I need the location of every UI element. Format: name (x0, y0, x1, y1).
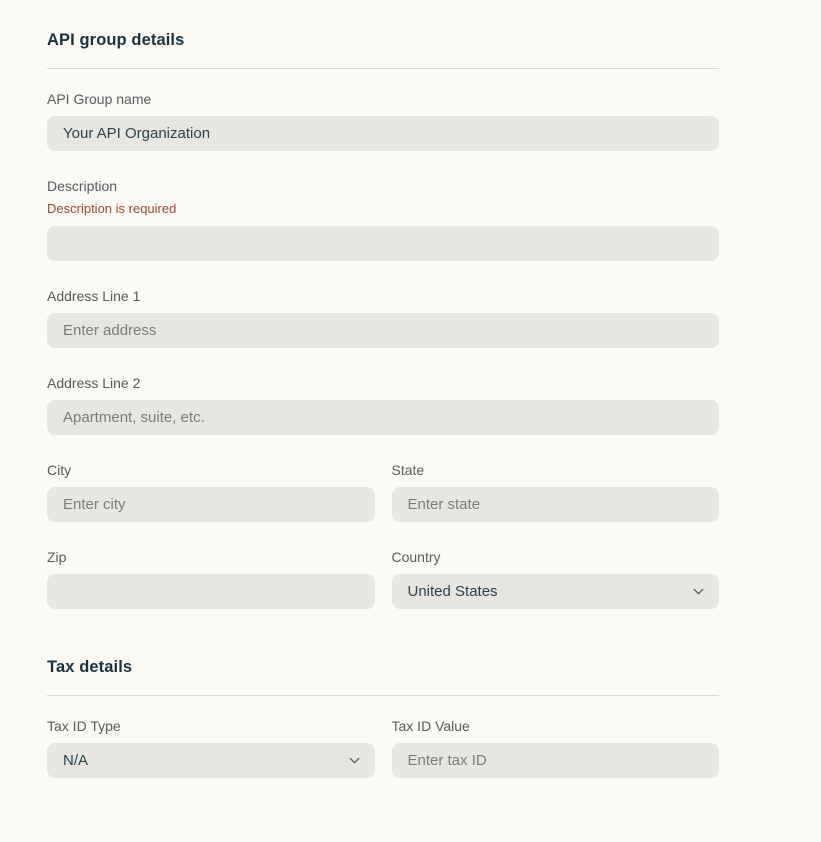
field-zip (47, 550, 375, 609)
tax-id-value-label: Tax ID Value (391, 718, 470, 734)
zip-input[interactable] (47, 574, 375, 609)
state-label: State (391, 462, 425, 478)
country-label: Country (391, 549, 441, 565)
chevron-down-icon (347, 753, 362, 768)
address-line-2-label: Address Line 2 (47, 375, 141, 391)
field-api-group-name (47, 92, 719, 151)
section-divider (47, 695, 719, 696)
zip-label: Zip (47, 549, 67, 565)
country-select-value: United States (407, 583, 498, 600)
api-group-name-input[interactable] (47, 116, 719, 151)
field-tax-id-type (47, 719, 375, 778)
city-label: City (47, 462, 72, 478)
tax-id-type-label: Tax ID Type (47, 718, 121, 734)
field-city (47, 463, 375, 522)
address-line-1-label: Address Line 1 (47, 288, 141, 304)
field-tax-id-value (392, 719, 720, 778)
section-title-api-group-details: API group details (47, 31, 185, 49)
tax-id-value-input[interactable] (392, 743, 720, 778)
address-line-2-input[interactable] (47, 400, 719, 435)
tax-id-type-select-value: N/A (63, 752, 89, 769)
city-state-row (47, 463, 719, 550)
tax-id-type-select[interactable] (47, 743, 375, 778)
state-input[interactable] (392, 487, 720, 522)
zip-country-row (47, 550, 719, 637)
description-label: Description (47, 178, 118, 194)
country-select[interactable] (392, 574, 720, 609)
field-description (47, 179, 719, 261)
description-error-message: Description is required (47, 201, 177, 216)
api-group-name-label: API Group name (47, 91, 152, 107)
field-country (392, 550, 720, 609)
section-divider (47, 68, 719, 69)
address-line-1-input[interactable] (47, 313, 719, 348)
field-address-line-1 (47, 289, 719, 348)
description-input[interactable] (47, 226, 719, 261)
tax-row (47, 719, 719, 806)
field-address-line-2 (47, 376, 719, 435)
field-state (392, 463, 720, 522)
city-input[interactable] (47, 487, 375, 522)
chevron-down-icon (691, 584, 706, 599)
section-title-tax-details: Tax details (47, 658, 133, 676)
